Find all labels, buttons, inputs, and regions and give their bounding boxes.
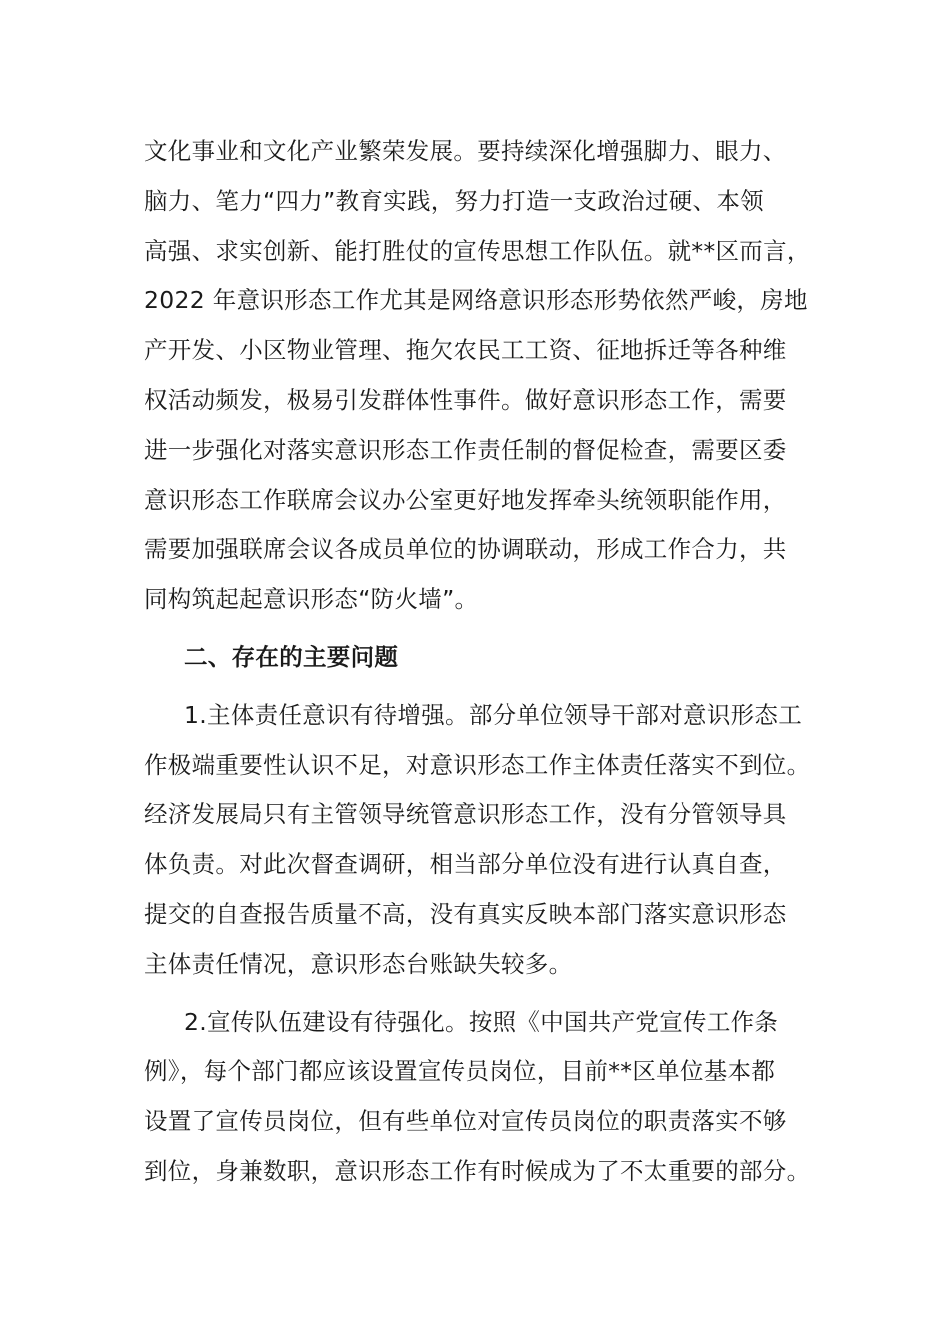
paragraph-line: 意识形态工作联席会议办公室更好地发挥牵头统领职能作用， <box>144 485 787 514</box>
paragraph-line: 文化事业和文化产业繁荣发展。要持续深化增强脚力、眼力、 <box>144 137 787 165</box>
paragraph-line: 2022 年意识形态工作尤其是网络意识形态形势依然严峻，房地 <box>144 286 808 315</box>
paragraph-publicity-team <box>144 998 824 1197</box>
paragraph-line: 高强、求实创新、能打胜仗的宣传思想工作队伍。就**区而言， <box>144 236 811 265</box>
paragraph-line: 体负责。对此次督查调研，相当部分单位没有进行认真自查， <box>144 850 787 879</box>
paragraph-line: 到位，身兼数职，意识形态工作有时候成为了不太重要的部分。 <box>144 1156 811 1185</box>
paragraph-line: 2.宣传队伍建设有待强化。按照《中国共产党宣传工作条 <box>184 1007 779 1036</box>
paragraph-line: 主体责任情况，意识形态台账缺失较多。 <box>144 949 573 978</box>
paragraph-line: 设置了宣传员岗位，但有些单位对宣传员岗位的职责落实不够 <box>144 1107 787 1136</box>
paragraph-line: 权活动频发，极易引发群体性事件。做好意识形态工作，需要 <box>144 385 787 414</box>
paragraph-line: 作极端重要性认识不足，对意识形态工作主体责任落实不到位。 <box>144 750 811 779</box>
paragraph-line: 需要加强联席会议各成员单位的协调联动，形成工作合力，共 <box>144 535 787 564</box>
paragraph-line: 产开发、小区物业管理、拖欠农民工工资、征地拆迁等各种维 <box>144 336 787 365</box>
paragraph-line: 进一步强化对落实意识形态工作责任制的督促检查，需要区委 <box>144 435 787 464</box>
paragraph-line: 例》，每个部门都应该设置宣传员岗位，目前**区单位基本都 <box>144 1057 776 1086</box>
section-heading: 二、存在的主要问题 <box>184 642 399 671</box>
paragraph-main-responsibility <box>144 691 824 990</box>
paragraph-line: 提交的自查报告质量不高，没有真实反映本部门落实意识形态 <box>144 899 787 928</box>
paragraph-line: 1.主体责任意识有待增强。部分单位领导干部对意识形态工 <box>184 700 803 729</box>
paragraph-line: 同构筑起起意识形态“防火墙”。 <box>144 585 479 614</box>
paragraph-line: 经济发展局只有主管领导统管意识形态工作，没有分管领导具 <box>144 800 787 829</box>
section-heading-block <box>144 633 824 683</box>
paragraph-line: 脑力、笔力“四力”教育实践，努力打造一支政治过硬、本领 <box>144 186 764 215</box>
document-body <box>144 127 824 1197</box>
paragraph-continuation <box>144 127 824 625</box>
